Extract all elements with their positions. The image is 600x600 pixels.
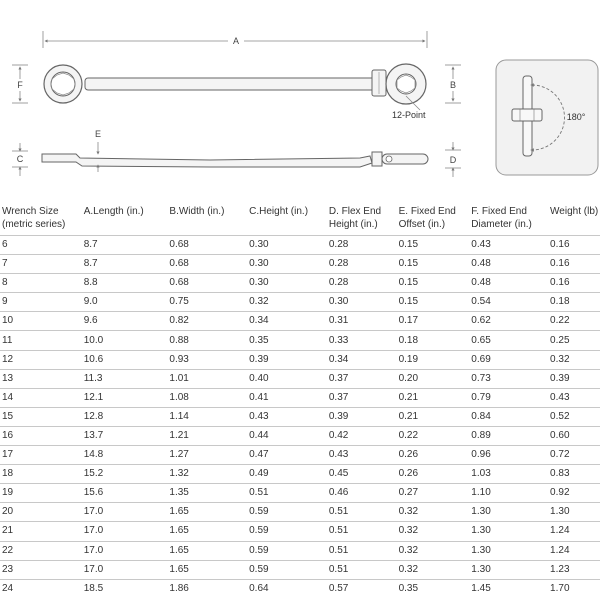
table-row — [0, 541, 600, 560]
cell-fixed-end-offset: 0.18 — [399, 331, 472, 350]
cell-length: 13.7 — [84, 426, 170, 445]
cell-weight: 1.23 — [550, 560, 600, 579]
cell-fixed-end-diameter: 1.30 — [471, 541, 550, 560]
cell-weight: 0.92 — [550, 484, 600, 503]
cell-fixed-end-offset: 0.32 — [399, 560, 472, 579]
cell-fixed-end-offset: 0.17 — [399, 312, 472, 331]
cell-wrench-size: 12 — [0, 350, 84, 369]
cell-flex-end-height: 0.51 — [329, 503, 399, 522]
cell-length: 18.5 — [84, 579, 170, 598]
cell-flex-end-height: 0.43 — [329, 446, 399, 465]
cell-height: 0.59 — [249, 522, 329, 541]
cell-length: 15.2 — [84, 465, 170, 484]
cell-flex-end-height: 0.46 — [329, 484, 399, 503]
cell-width: 1.27 — [169, 446, 249, 465]
header-line: Height (in.) — [328, 219, 378, 230]
header-fixed-end-offset — [399, 205, 472, 236]
header-line: Weight (lb) — [550, 206, 599, 217]
cell-length: 10.6 — [84, 350, 170, 369]
header-line: Wrench Size — [2, 206, 59, 217]
cell-fixed-end-diameter: 0.48 — [471, 255, 550, 274]
cell-wrench-size: 9 — [0, 293, 84, 312]
cell-length: 14.8 — [84, 446, 170, 465]
cell-fixed-end-offset: 0.27 — [399, 484, 472, 503]
cell-fixed-end-offset: 0.32 — [399, 503, 472, 522]
cell-flex-end-height: 0.51 — [329, 541, 399, 560]
cell-fixed-end-diameter: 0.73 — [471, 369, 550, 388]
table-row — [0, 446, 600, 465]
cell-flex-end-height: 0.28 — [329, 236, 399, 255]
header-wrench-size — [0, 205, 84, 236]
cell-weight: 0.83 — [550, 465, 600, 484]
cell-weight: 1.70 — [550, 579, 600, 598]
cell-width: 1.65 — [169, 522, 249, 541]
cell-fixed-end-offset: 0.15 — [399, 255, 472, 274]
cell-width: 1.21 — [169, 426, 249, 445]
cell-wrench-size: 14 — [0, 388, 84, 407]
cell-fixed-end-diameter: 1.03 — [471, 465, 550, 484]
cell-weight: 0.32 — [550, 350, 600, 369]
cell-fixed-end-diameter: 0.89 — [471, 426, 550, 445]
cell-fixed-end-offset: 0.20 — [399, 369, 472, 388]
cell-fixed-end-diameter: 0.62 — [471, 312, 550, 331]
table-row — [0, 579, 600, 598]
table-row — [0, 388, 600, 407]
cell-weight: 0.16 — [550, 236, 600, 255]
label-12-point: 12-Point — [392, 110, 426, 120]
cell-width: 0.88 — [169, 331, 249, 350]
cell-flex-end-height: 0.28 — [329, 255, 399, 274]
dimension-b — [445, 65, 461, 103]
cell-weight: 1.24 — [550, 541, 600, 560]
cell-length: 15.6 — [84, 484, 170, 503]
cell-fixed-end-offset: 0.21 — [399, 407, 472, 426]
cell-fixed-end-offset: 0.22 — [399, 426, 472, 445]
table-body — [0, 236, 600, 598]
cell-length: 12.1 — [84, 388, 170, 407]
cell-weight: 0.18 — [550, 293, 600, 312]
label-e: E — [94, 129, 102, 139]
cell-length: 10.0 — [84, 331, 170, 350]
cell-wrench-size: 13 — [0, 369, 84, 388]
cell-fixed-end-diameter: 0.96 — [471, 446, 550, 465]
label-180-degrees: 180° — [566, 112, 586, 122]
cell-fixed-end-diameter: 1.45 — [471, 579, 550, 598]
cell-wrench-size: 7 — [0, 255, 84, 274]
cell-wrench-size: 23 — [0, 560, 84, 579]
cell-height: 0.51 — [249, 484, 329, 503]
cell-fixed-end-diameter: 0.84 — [471, 407, 550, 426]
cell-wrench-size: 15 — [0, 407, 84, 426]
header-length — [84, 205, 170, 236]
cell-weight: 0.16 — [550, 255, 600, 274]
cell-width: 0.68 — [169, 255, 249, 274]
cell-weight: 0.22 — [550, 312, 600, 331]
cell-height: 0.59 — [249, 560, 329, 579]
cell-weight: 1.24 — [550, 522, 600, 541]
cell-width: 1.01 — [169, 369, 249, 388]
wrench-side-view — [42, 152, 428, 167]
cell-flex-end-height: 0.33 — [329, 331, 399, 350]
table-row — [0, 522, 600, 541]
cell-fixed-end-offset: 0.26 — [399, 446, 472, 465]
header-line: Offset (in.) — [398, 219, 446, 230]
cell-weight: 0.72 — [550, 446, 600, 465]
flex-head-inset — [496, 60, 598, 175]
cell-fixed-end-diameter: 1.30 — [471, 522, 550, 541]
cell-width: 1.86 — [169, 579, 249, 598]
cell-width: 1.35 — [169, 484, 249, 503]
cell-width: 0.82 — [169, 312, 249, 331]
cell-height: 0.44 — [249, 426, 329, 445]
header-weight — [550, 205, 600, 236]
cell-height: 0.40 — [249, 369, 329, 388]
cell-weight: 0.52 — [550, 407, 600, 426]
cell-height: 0.49 — [249, 465, 329, 484]
table-row — [0, 407, 600, 426]
cell-height: 0.47 — [249, 446, 329, 465]
cell-wrench-size: 6 — [0, 236, 84, 255]
label-d: D — [449, 155, 457, 165]
cell-wrench-size: 22 — [0, 541, 84, 560]
cell-width: 1.14 — [169, 407, 249, 426]
label-c: C — [16, 154, 24, 164]
cell-height: 0.64 — [249, 579, 329, 598]
wrench-specification-table — [0, 205, 600, 598]
dimension-a — [43, 31, 427, 48]
dimension-c — [12, 143, 28, 176]
table-row — [0, 255, 600, 274]
cell-fixed-end-diameter: 0.65 — [471, 331, 550, 350]
header-height — [249, 205, 329, 236]
cell-wrench-size: 21 — [0, 522, 84, 541]
wrench-top-view — [44, 64, 426, 104]
cell-weight: 0.16 — [550, 274, 600, 293]
cell-fixed-end-offset: 0.26 — [399, 465, 472, 484]
cell-flex-end-height: 0.42 — [329, 426, 399, 445]
cell-flex-end-height: 0.34 — [329, 350, 399, 369]
cell-flex-end-height: 0.37 — [329, 369, 399, 388]
table-row — [0, 426, 600, 445]
table-row — [0, 560, 600, 579]
cell-fixed-end-offset: 0.19 — [399, 350, 472, 369]
cell-weight: 0.60 — [550, 426, 600, 445]
header-line: B.Width (in.) — [169, 206, 225, 217]
header-line: D. Flex End — [328, 206, 382, 217]
cell-fixed-end-diameter: 0.43 — [471, 236, 550, 255]
dimension-d — [445, 142, 461, 177]
cell-length: 17.0 — [84, 503, 170, 522]
cell-flex-end-height: 0.28 — [329, 274, 399, 293]
cell-flex-end-height: 0.37 — [329, 388, 399, 407]
table-row — [0, 293, 600, 312]
cell-width: 0.75 — [169, 293, 249, 312]
cell-flex-end-height: 0.30 — [329, 293, 399, 312]
cell-length: 9.0 — [84, 293, 170, 312]
table-row — [0, 484, 600, 503]
cell-height: 0.41 — [249, 388, 329, 407]
table-row — [0, 331, 600, 350]
cell-wrench-size: 20 — [0, 503, 84, 522]
cell-weight: 0.43 — [550, 388, 600, 407]
wrench-dimension-diagram — [0, 0, 600, 200]
cell-width: 1.65 — [169, 503, 249, 522]
table-row — [0, 369, 600, 388]
cell-length: 11.3 — [84, 369, 170, 388]
table-row — [0, 236, 600, 255]
cell-flex-end-height: 0.51 — [329, 560, 399, 579]
header-width — [169, 205, 249, 236]
cell-height: 0.43 — [249, 407, 329, 426]
cell-width: 0.68 — [169, 274, 249, 293]
cell-wrench-size: 8 — [0, 274, 84, 293]
cell-length: 9.6 — [84, 312, 170, 331]
cell-wrench-size: 16 — [0, 426, 84, 445]
cell-height: 0.34 — [249, 312, 329, 331]
cell-fixed-end-offset: 0.15 — [399, 274, 472, 293]
cell-wrench-size: 10 — [0, 312, 84, 331]
cell-width: 0.93 — [169, 350, 249, 369]
cell-height: 0.30 — [249, 236, 329, 255]
cell-height: 0.30 — [249, 255, 329, 274]
cell-wrench-size: 18 — [0, 465, 84, 484]
cell-fixed-end-diameter: 0.69 — [471, 350, 550, 369]
cell-flex-end-height: 0.51 — [329, 522, 399, 541]
cell-weight: 0.39 — [550, 369, 600, 388]
label-f: F — [17, 80, 23, 90]
table-header-row — [0, 205, 600, 236]
header-line: E. Fixed End — [398, 206, 456, 217]
header-fixed-end-diameter — [471, 205, 550, 236]
dimension-f — [12, 65, 28, 103]
label-a: A — [232, 36, 240, 46]
cell-height: 0.32 — [249, 293, 329, 312]
cell-fixed-end-diameter: 1.10 — [471, 484, 550, 503]
cell-fixed-end-diameter: 0.48 — [471, 274, 550, 293]
cell-length: 17.0 — [84, 560, 170, 579]
table-row — [0, 350, 600, 369]
cell-flex-end-height: 0.39 — [329, 407, 399, 426]
cell-width: 1.32 — [169, 465, 249, 484]
cell-length: 17.0 — [84, 522, 170, 541]
cell-height: 0.30 — [249, 274, 329, 293]
cell-height: 0.35 — [249, 331, 329, 350]
cell-height: 0.59 — [249, 503, 329, 522]
cell-wrench-size: 19 — [0, 484, 84, 503]
header-line: (metric series) — [2, 219, 66, 230]
cell-width: 1.65 — [169, 560, 249, 579]
header-line: C.Height (in.) — [249, 206, 309, 217]
header-flex-end-height — [329, 205, 399, 236]
header-line: F. Fixed End — [471, 206, 527, 217]
header-line: Diameter (in.) — [471, 219, 532, 230]
cell-fixed-end-offset: 0.32 — [399, 541, 472, 560]
cell-flex-end-height: 0.45 — [329, 465, 399, 484]
cell-wrench-size: 11 — [0, 331, 84, 350]
cell-length: 12.8 — [84, 407, 170, 426]
cell-fixed-end-offset: 0.35 — [399, 579, 472, 598]
table-row — [0, 312, 600, 331]
cell-wrench-size: 24 — [0, 579, 84, 598]
cell-length: 8.7 — [84, 255, 170, 274]
cell-width: 0.68 — [169, 236, 249, 255]
cell-width: 1.65 — [169, 541, 249, 560]
cell-height: 0.59 — [249, 541, 329, 560]
cell-fixed-end-diameter: 0.79 — [471, 388, 550, 407]
cell-fixed-end-offset: 0.15 — [399, 236, 472, 255]
cell-flex-end-height: 0.57 — [329, 579, 399, 598]
cell-fixed-end-diameter: 0.54 — [471, 293, 550, 312]
cell-width: 1.08 — [169, 388, 249, 407]
cell-length: 8.7 — [84, 236, 170, 255]
cell-wrench-size: 17 — [0, 446, 84, 465]
cell-fixed-end-offset: 0.15 — [399, 293, 472, 312]
cell-fixed-end-diameter: 1.30 — [471, 560, 550, 579]
cell-fixed-end-offset: 0.21 — [399, 388, 472, 407]
cell-length: 8.8 — [84, 274, 170, 293]
cell-flex-end-height: 0.31 — [329, 312, 399, 331]
label-b: B — [449, 80, 457, 90]
table-row — [0, 503, 600, 522]
cell-fixed-end-diameter: 1.30 — [471, 503, 550, 522]
cell-weight: 0.25 — [550, 331, 600, 350]
header-line: A.Length (in.) — [83, 206, 144, 217]
cell-fixed-end-offset: 0.32 — [399, 522, 472, 541]
cell-length: 17.0 — [84, 541, 170, 560]
table-row — [0, 465, 600, 484]
cell-weight: 1.30 — [550, 503, 600, 522]
cell-height: 0.39 — [249, 350, 329, 369]
table-row — [0, 274, 600, 293]
